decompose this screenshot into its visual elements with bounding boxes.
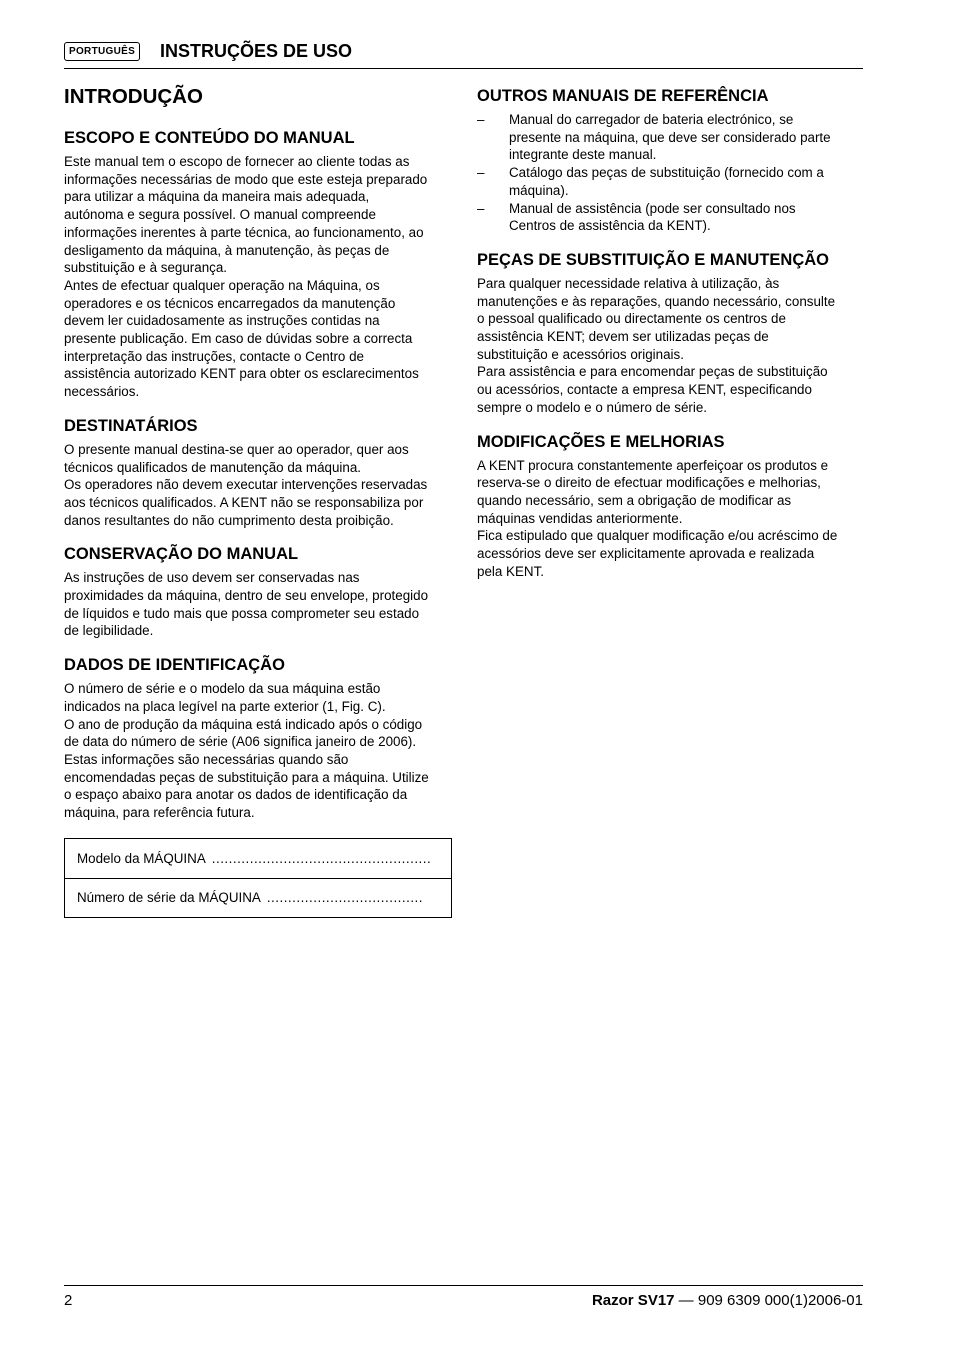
reference-code: — 909 6309 000(1)2006-01 xyxy=(674,1292,863,1309)
section-heading: PEÇAS DE SUBSTITUIÇÃO E MANUTENÇÃO xyxy=(477,250,830,269)
text-line: Centros de assistência da KENT). xyxy=(509,218,711,234)
document-reference xyxy=(592,1292,863,1309)
model-field[interactable] xyxy=(65,839,451,878)
text-line: Este manual tem o escopo de fornecer ao cliente todas as xyxy=(64,154,410,169)
text-line: Para qualquer necessidade relativa à utilização, às xyxy=(477,275,780,291)
section-conservacao xyxy=(64,543,452,640)
text-line: assistência autorizado KENT para obter os esclarecimentos xyxy=(64,366,419,382)
section-identificacao xyxy=(64,654,452,918)
section-body xyxy=(64,153,452,401)
text-line: O presente manual destina-se quer ao operador, quer aos xyxy=(64,441,409,457)
text-line: indicados na placa legível na parte exterior (1, Fig. C). xyxy=(64,698,386,714)
section-pecas xyxy=(477,249,863,417)
section-outros-manuais xyxy=(477,85,863,235)
text-line: de legibilidade. xyxy=(64,623,154,639)
text-line: devem ler cuidadosamente as instruções contidas na xyxy=(64,313,380,329)
list-item xyxy=(477,200,863,235)
text-line: A KENT procura constantemente aperfeiçoar os produtos e xyxy=(477,457,829,473)
section-body xyxy=(64,441,452,530)
left-column xyxy=(64,84,452,932)
text-line: aos técnicos qualificados. A KENT não se responsabiliza por xyxy=(64,494,424,510)
text-line: Para assistência e para encomendar peças de substituição xyxy=(477,364,828,380)
text-line: Catálogo das peças de substituição (fornecido com a xyxy=(509,165,824,181)
text-line: técnicos qualificados de manutenção da máquina. xyxy=(64,459,362,475)
text-line: encomendadas peças de substituição para a máquina. Utilize xyxy=(64,769,429,785)
text-line: O ano de produção da máquina está indicado após o código xyxy=(64,716,423,732)
section-modificacoes xyxy=(477,431,863,581)
section-heading: MODIFICAÇÕES E MELHORIAS xyxy=(477,432,725,451)
text-line: para utilizar a máquina da maneira mais adequada, xyxy=(64,189,370,205)
text-line: pela KENT. xyxy=(477,563,544,579)
text-line: informações inerentes à parte técnica, ao funcionamento, ao xyxy=(64,224,424,240)
text-line: desligamento da máquina, à manutenção, às peças de xyxy=(64,242,390,258)
list-item xyxy=(477,164,863,199)
dash-bullet: – xyxy=(477,112,485,127)
text-line: presente na máquina, que deve ser considerado parte xyxy=(509,129,831,145)
section-heading: DESTINATÁRIOS xyxy=(64,416,198,435)
dash-bullet: – xyxy=(477,165,485,181)
text-line: danos resultantes do não cumprimento desta proibição. xyxy=(64,512,394,528)
section-body xyxy=(477,275,863,417)
model-label: Modelo da MÁQUINA xyxy=(77,850,206,866)
text-line: ou acessórios, contacte a empresa KENT, especificando xyxy=(477,382,812,398)
serial-number-field[interactable] xyxy=(65,878,451,917)
right-column xyxy=(477,84,863,594)
section-heading: CONSERVAÇÃO DO MANUAL xyxy=(64,545,299,564)
section-heading: OUTROS MANUAIS DE REFERÊNCIA xyxy=(477,87,769,105)
text-line: o pessoal qualificado ou directamente os centros de xyxy=(477,311,786,327)
text-line: Estas informações são necessárias quando são xyxy=(64,751,349,767)
text-line: Os operadores não devem executar intervenções reservadas xyxy=(64,477,428,493)
identification-box xyxy=(64,838,452,918)
text-line: o espaço abaixo para anotar os dados de identificação da xyxy=(64,787,408,803)
dash-bullet: – xyxy=(477,200,485,216)
text-line: máquina, para referência futura. xyxy=(64,805,255,821)
page-title: INTRODUÇÃO xyxy=(64,85,203,108)
text-line: autónoma e segura possível. O manual compreende xyxy=(64,207,376,223)
section-destinatarios xyxy=(64,415,452,530)
section-escopo xyxy=(64,127,452,401)
text-line: Antes de efectuar qualquer operação na Máquina, os xyxy=(64,277,380,293)
text-line: integrante deste manual. xyxy=(509,147,657,163)
language-badge: PORTUGUÊS xyxy=(64,42,140,61)
text-line: manutenções e às reparações, quando necessário, consulte xyxy=(477,293,836,309)
page-footer xyxy=(64,1285,863,1316)
text-line: Manual do carregador de bateria electrónico, se xyxy=(509,112,794,127)
text-line: assistência KENT; devem ser utilizadas peças de xyxy=(477,329,769,345)
text-line: sempre o modelo e o número de série. xyxy=(477,399,707,415)
text-line: presente publicação. Em caso de dúvidas sobre a correcta xyxy=(64,331,413,347)
text-line: interpretação das instruções, contacte o Centro de xyxy=(64,348,364,364)
section-heading: ESCOPO E CONTEÚDO DO MANUAL xyxy=(64,129,355,147)
text-line: operadores e os técnicos encarregados da manutenção xyxy=(64,295,396,311)
text-line: máquinas vendidas anteriormente. xyxy=(477,510,683,526)
section-body xyxy=(477,457,863,581)
text-line: reserva-se o direito de efectuar modificações e melhorias, xyxy=(477,475,821,491)
text-line: substituição e acessórios originais. xyxy=(477,346,684,362)
header-title: INSTRUÇÕES DE USO xyxy=(160,41,353,61)
text-line: substituição e à segurança. xyxy=(64,260,228,276)
text-line: Manual de assistência (pode ser consultado nos xyxy=(509,200,796,216)
page-number: 2 xyxy=(64,1292,73,1309)
section-body xyxy=(64,569,452,640)
section-body xyxy=(64,680,452,822)
text-line: As instruções de uso devem ser conservadas nas xyxy=(64,570,360,586)
serial-number-label: Número de série da MÁQUINA xyxy=(77,890,261,906)
text-line: Fica estipulado que qualquer modificação e/ou acréscimo de xyxy=(477,528,838,544)
section-heading: DADOS DE IDENTIFICAÇÃO xyxy=(64,656,285,675)
text-line: necessários. xyxy=(64,384,140,400)
page-header xyxy=(64,40,863,69)
reference-manuals-list xyxy=(477,111,863,235)
model-fill-line: .................................................... xyxy=(211,850,432,866)
text-line: máquina). xyxy=(509,182,569,198)
model-name: Razor SV17 xyxy=(591,1292,675,1309)
text-line: de líquidos e tudo mais que possa comprometer seu estado xyxy=(64,605,420,621)
text-line: quando necessário, sem a obrigação de modificar as xyxy=(477,492,792,508)
text-line: proximidades da máquina, dentro de seu envelope, protegido xyxy=(64,588,429,604)
text-line: de data do número de série (A06 significa janeiro de 2006). xyxy=(64,734,417,750)
text-line: O número de série e o modelo da sua máquina estão xyxy=(64,681,381,697)
text-line: acessórios deve ser explicitamente aprovada e realizada xyxy=(477,546,815,562)
text-line: informações necessárias de modo que este esteja preparado xyxy=(64,171,428,187)
list-item xyxy=(477,111,863,164)
serial-fill-line: ..................................... xyxy=(266,890,423,906)
